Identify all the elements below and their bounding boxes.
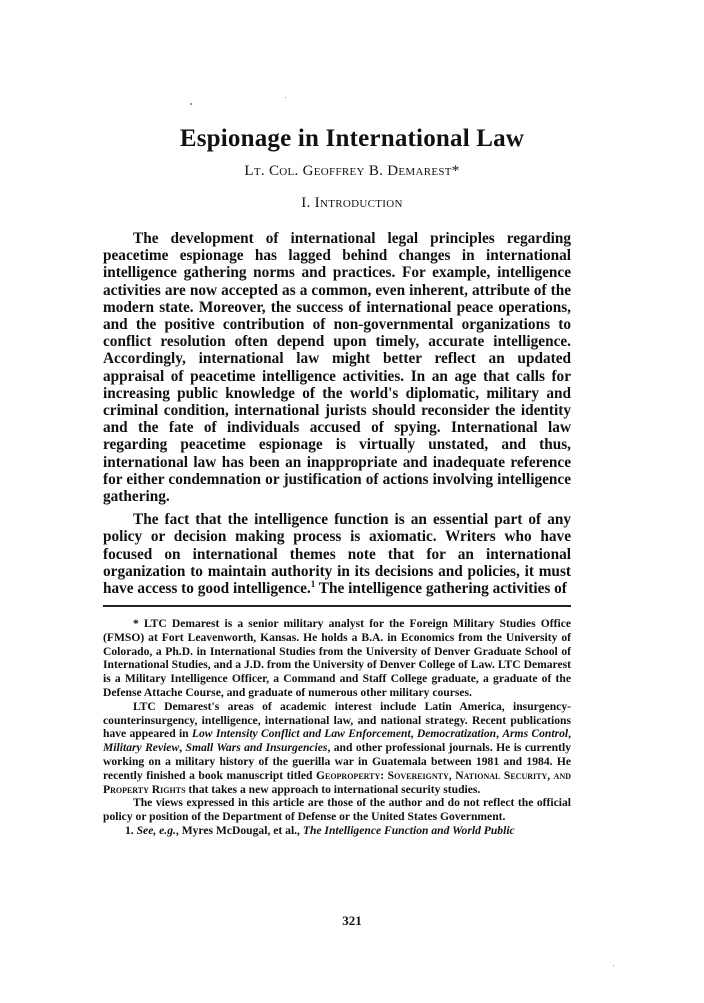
- footnote-ref[interactable]: 1: [310, 578, 316, 589]
- author-footnote-marker: *: [451, 163, 460, 179]
- body-paragraph: The development of international legal principles regarding peacetime espionage has lagged behind changes in international intelligence gathering norms and practices. For example, intelligence activities are now accepted as a common, even inherent, attribute of the modern state. Moreover, the success of international peace operations, and the positive contribution of non-governmental organizations to conflict resolution often depend upon timely, accurate intelligence. Accordingly, international law might better reflect an updated appraisal of peacetime intelligence activities. In an age that calls for increasing public knowledge of the world's diplomatic, military and criminal condition, international jurists should reconsider the identity and the fate of individuals accused of spying. International law regarding peacetime espionage is virtually unstated, and thus, international law has been an inappropriate and inadequate reference for either condemnation or justification of actions involving intelligence gathering.: [103, 230, 571, 506]
- body-paragraph: The fact that the intelligence function is an essential part of any policy or decision making process is axiomatic. Writers who have focused on international themes note that for an international organization to maintain authority in its decisions and policies, it must have access to good intelligence.$^1$ The intelligence gathering activities of: [103, 511, 571, 598]
- book-title: Geoproperty: Sovereignty, National Security, and Property Rights: [103, 768, 571, 796]
- scan-speck: [190, 103, 192, 105]
- footnote-star-disclaimer: The views expressed in this article are those of the author and do not reflect the official policy or position of the Department of Defense or the United States Government.: [103, 796, 571, 824]
- author-line: [0, 163, 704, 180]
- scan-speck: [613, 965, 614, 966]
- article-title: Espionage in International Law: [179, 125, 525, 152]
- author-name: Lt. Col. Geoffrey B. Demarest: [244, 163, 452, 179]
- footnote-divider: [103, 605, 571, 607]
- section-heading: I. Introduction: [301, 195, 403, 211]
- footnote-star: * LTC Demarest is a senior military analyst for the Foreign Military Studies Office (FMSO) at Fort Leavenworth, Kansas. He holds a B.A. in Economics from the University of Colorado, a Ph.D. in International Studies from the University of Denver Graduate School of International Studies, and a J.D. from the University of Denver College of Law. LTC Demarest is a Military Intelligence Officer, a Command and Staff College graduate, a graduate of the Defense Attache Course, and graduate of numerous other military courses.: [103, 617, 571, 699]
- body-text: [103, 230, 571, 597]
- footnotes: [103, 617, 571, 838]
- footnote-star-interests: LTC Demarest's areas of academic interest include Latin America, insurgency-counterinsurgency, intelligence, international law, and national strategy. Recent publications have appeared in Low Intensity Conflict and Law Enforcement, Democratization, Arms Control, Military Review, Small Wars and Insurgencies, and other professional journals. He is currently working on a military history of the guerilla war in Guatemala between 1981 and 1984. He recently finished a book manuscript titled Geoproperty: Sovereignty, National Security, and Property Rights that takes a new approach to international security studies.: [103, 699, 572, 796]
- page-number: 321: [342, 913, 362, 928]
- scan-speck: [285, 97, 286, 98]
- footnote-1: 1. See, e.g., Myres McDougal, et al., The Intelligence Function and World Public: [125, 823, 515, 837]
